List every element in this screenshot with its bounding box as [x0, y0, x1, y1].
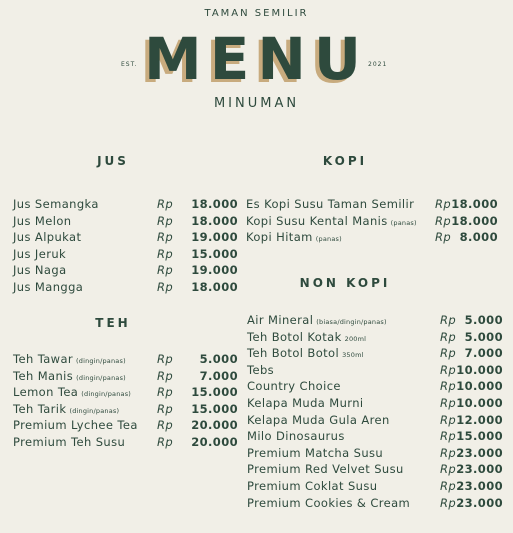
menu-item-price: 15.000 — [191, 385, 238, 400]
menu-item — [247, 313, 505, 329]
currency-label: Rp — [157, 230, 174, 245]
menu-item-note: (panas) — [315, 235, 342, 244]
currency-label: Rp — [157, 197, 174, 211]
menu-item-name: Teh Tawar (dingin/panas) — [13, 352, 126, 366]
menu-item-price: 20.000 — [191, 435, 238, 449]
menu-item-name: Jus Semangka — [13, 197, 99, 211]
menu-item-price: 18.000 — [451, 213, 498, 228]
menu-item — [13, 197, 240, 213]
menu-item-price: 15.000 — [456, 429, 503, 444]
currency-label: Rp — [440, 396, 457, 410]
menu-item — [247, 462, 505, 478]
currency-label: Rp — [440, 495, 457, 510]
menu-item-note: (dingin/panas) — [76, 373, 126, 382]
menu-item-price: 5.000 — [464, 329, 503, 344]
menu-item-price: 15.000 — [191, 401, 238, 416]
menu-item-price: 5.000 — [199, 352, 238, 366]
currency-label: Rp — [440, 462, 457, 477]
menu-item — [13, 247, 240, 263]
menu-item-note: (dingin/panas) — [69, 406, 120, 415]
menu-item — [247, 446, 505, 462]
brand-name: TAMAN SEMILIR — [204, 8, 309, 19]
menu-item — [13, 280, 240, 296]
menu-item — [247, 363, 505, 379]
section-title-teh: TEH — [95, 316, 131, 330]
currency-label: Rp — [440, 379, 457, 394]
menu-item-name: Premium Lychee Tea — [13, 418, 138, 433]
currency-label: Rp — [440, 346, 457, 361]
menu-item — [247, 479, 505, 495]
menu-item-note: (panas) — [390, 218, 417, 227]
currency-label: Rp — [440, 479, 457, 493]
menu-item — [13, 435, 240, 451]
menu-item-price: 12.000 — [456, 412, 503, 427]
menu-item-note: (dingin/panas) — [76, 357, 126, 365]
menu-item — [247, 330, 505, 346]
menu-item-price: 18.000 — [191, 213, 238, 228]
currency-label: Rp — [157, 352, 174, 366]
menu-item-note: 350ml — [342, 351, 364, 360]
menu-item-note: 200ml — [344, 334, 367, 343]
menu-item-name: Premium Matcha Susu — [247, 445, 384, 460]
year-label: 2021 — [368, 61, 388, 68]
menu-item — [13, 369, 240, 385]
menu-item-name: Jus Melon — [13, 213, 72, 228]
menu-item-name: Teh Manis (dingin/panas) — [13, 368, 126, 383]
menu-item — [247, 346, 505, 362]
section-title-jus: JUS — [97, 154, 129, 168]
currency-label: Rp — [157, 368, 174, 383]
currency-label: Rp — [435, 213, 452, 228]
menu-item-price: 23.000 — [456, 495, 503, 510]
menu-item-name: Es Kopi Susu Taman Semilir — [246, 197, 415, 211]
currency-label: Rp — [157, 385, 174, 400]
menu-item-name: Premium Teh Susu — [13, 435, 126, 449]
currency-label: Rp — [435, 230, 452, 245]
menu-item — [13, 230, 240, 246]
menu-item — [13, 385, 240, 401]
menu-item-price: 18.000 — [191, 280, 238, 294]
menu-item-price: 15.000 — [191, 246, 238, 261]
menu-item-name: Air Mineral (biasa/dingin/panas) — [247, 313, 387, 327]
section-title-kopi: KOPI — [322, 154, 368, 168]
menu-item-price: 10.000 — [456, 396, 503, 410]
menu-item — [246, 214, 500, 230]
menu-item — [247, 429, 505, 445]
menu-item — [13, 214, 240, 230]
menu-item-price: 23.000 — [456, 462, 503, 477]
menu-item — [247, 379, 505, 395]
menu-item — [13, 402, 240, 418]
menu-item — [246, 197, 500, 213]
menu-item-price: 7.000 — [199, 368, 238, 383]
menu-item-price: 18.000 — [451, 197, 498, 211]
menu-item-name: Jus Mangga — [13, 280, 84, 294]
currency-label: Rp — [157, 435, 174, 449]
menu-title: MENU — [144, 25, 369, 93]
menu-item-price: 5.000 — [464, 313, 503, 327]
menu-item-note: (biasa/dingin/panas) — [316, 318, 387, 326]
menu-item — [13, 418, 240, 434]
currency-label: Rp — [157, 263, 174, 278]
menu-item — [247, 413, 505, 429]
menu-item — [247, 496, 505, 512]
menu-item-name: Kelapa Muda Murni — [247, 396, 364, 410]
menu-item-name: Teh Botol Kotak 200ml — [247, 329, 367, 344]
menu-item — [247, 396, 505, 412]
menu-subtitle: MINUMAN — [213, 96, 300, 111]
menu-item-name: Milo Dinosaurus — [247, 429, 345, 444]
currency-label: Rp — [440, 329, 457, 344]
menu-item-price: 8.000 — [459, 230, 498, 245]
menu-item-name: Teh Botol Botol 350ml — [247, 346, 364, 361]
menu-item-name: Kopi Hitam (panas) — [246, 230, 342, 245]
section-title-non-kopi: NON KOPI — [299, 276, 391, 290]
menu-item-price: 19.000 — [191, 263, 238, 278]
menu-item — [13, 263, 240, 279]
menu-item-name: Teh Tarik (dingin/panas) — [13, 401, 120, 416]
currency-label: Rp — [440, 412, 457, 427]
currency-label: Rp — [157, 280, 174, 294]
menu-item-price: 19.000 — [191, 230, 238, 245]
currency-label: Rp — [440, 429, 457, 444]
menu-item-name: Country Choice — [247, 379, 341, 394]
menu-item-name: Jus Naga — [13, 263, 67, 278]
currency-label: Rp — [440, 445, 457, 460]
menu-item-name: Lemon Tea (dingin/panas) — [13, 385, 132, 400]
menu-item-price: 20.000 — [191, 418, 238, 433]
menu-item-name: Jus Alpukat — [13, 230, 82, 245]
currency-label: Rp — [435, 197, 452, 211]
currency-label: Rp — [157, 213, 174, 228]
menu-item-name: Tebs — [247, 362, 275, 377]
menu-item-price: 23.000 — [456, 445, 503, 460]
menu-item-price: 23.000 — [456, 479, 503, 493]
menu-item — [13, 352, 240, 368]
menu-item-name: Kelapa Muda Gula Aren — [247, 412, 390, 427]
est-label: EST. — [121, 61, 138, 68]
menu-item-price: 7.000 — [464, 346, 503, 361]
menu-item-name: Premium Coklat Susu — [247, 479, 378, 493]
currency-label: Rp — [440, 362, 457, 377]
menu-item — [246, 230, 500, 246]
currency-label: Rp — [157, 246, 174, 261]
currency-label: Rp — [157, 401, 174, 416]
menu-item-name: Kopi Susu Kental Manis (panas) — [246, 213, 417, 228]
menu-item-name: Premium Cookies & Cream — [247, 495, 411, 510]
menu-item-name: Premium Red Velvet Susu — [247, 462, 404, 477]
menu-item-price: 10.000 — [456, 379, 503, 394]
menu-item-name: Jus Jeruk — [13, 246, 67, 261]
currency-label: Rp — [157, 418, 174, 433]
menu-item-price: 18.000 — [191, 197, 238, 211]
currency-label: Rp — [440, 313, 457, 327]
menu-item-price: 10.000 — [456, 362, 503, 377]
menu-item-note: (dingin/panas) — [81, 390, 132, 399]
